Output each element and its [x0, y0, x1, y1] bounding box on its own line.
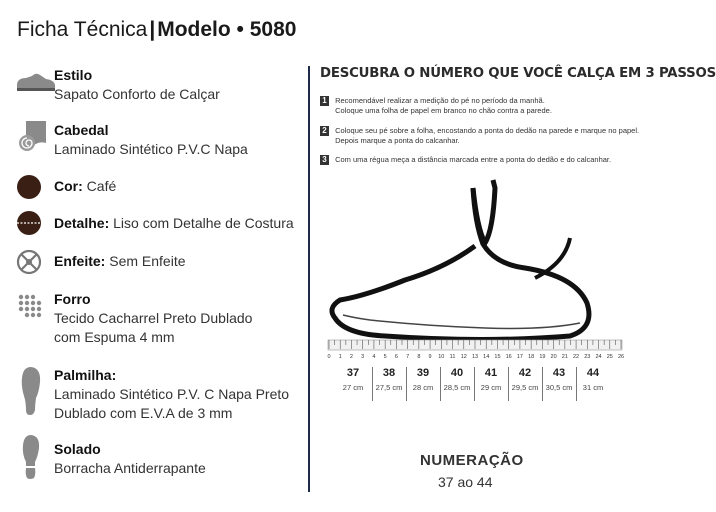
measuring-ruler — [328, 338, 624, 362]
shoe-icon — [16, 66, 50, 100]
guide-title: DESCUBRA O NÚMERO QUE VOCÊ CALÇA EM 3 PASSOS — [320, 66, 716, 81]
feature-value: Laminado Sintético P.V.C Napa — [54, 141, 248, 157]
step-line: Coloque uma folha de papel em branco no chão contra a parede. — [335, 106, 552, 115]
feature-value: Liso com Detalhe de Costura — [113, 215, 294, 231]
ruler-label: 11 — [449, 354, 456, 360]
leather-roll-icon — [16, 119, 50, 153]
ruler-label: 20 — [550, 354, 557, 360]
ruler-label: 9 — [428, 354, 432, 360]
ruler-label: 17 — [516, 354, 523, 360]
title-prefix: Ficha Técnica — [17, 18, 148, 41]
feature-label: Detalhe: — [54, 215, 110, 231]
feature-value: Laminado Sintético P.V. C Napa Preto — [54, 386, 290, 402]
feature-value: Café — [86, 178, 117, 194]
ruler-label: 0 — [327, 354, 331, 360]
feature-value: Sapato Conforto de Calçar — [54, 86, 220, 102]
ruler-label: 26 — [617, 354, 625, 360]
size-column — [576, 365, 610, 395]
step-number: 1 — [320, 96, 329, 106]
numeracao-range: 37 ao 44 — [438, 474, 493, 490]
size-cm: 29,5 cm — [511, 383, 539, 392]
ruler-label: 16 — [505, 354, 512, 360]
size-cm: 27,5 cm — [375, 383, 403, 392]
size-cm: 28,5 cm — [443, 383, 471, 392]
feature-label: Palmilha: — [54, 367, 117, 383]
step-line: Depois marque a ponta do calcanhar. — [335, 136, 460, 145]
size-column — [474, 365, 508, 395]
size-cm: 31 cm — [582, 383, 604, 392]
ruler-label: 22 — [573, 354, 580, 360]
numeracao-label: NUMERAÇÃO — [420, 452, 524, 469]
ruler-label: 23 — [584, 354, 591, 360]
ruler-label: 21 — [561, 354, 568, 360]
feature-label: Cabedal — [54, 122, 109, 138]
size-cm: 30,5 cm — [545, 383, 573, 392]
ruler-label: 7 — [406, 354, 410, 360]
ruler-label: 18 — [528, 354, 535, 360]
step-2 — [320, 126, 639, 146]
lining-icon — [16, 292, 50, 326]
size-number: 42 — [518, 367, 532, 379]
model-name: Modelo • 5080 — [157, 18, 297, 41]
feature-value: Borracha Antiderrapante — [54, 460, 206, 476]
size-number: 38 — [382, 367, 396, 379]
ruler-label: 2 — [349, 354, 353, 360]
size-cm: 29 cm — [480, 383, 502, 392]
ruler-label: 4 — [372, 354, 376, 360]
stitch-detail-icon — [16, 210, 50, 244]
foot-illustration — [325, 168, 615, 343]
feature-value-line2: Dublado com E.V.A de 3 mm — [54, 405, 233, 421]
feature-label: Forro — [54, 291, 91, 307]
feature-value-line2: com Espuma 4 mm — [54, 329, 175, 345]
ruler-label: 5 — [383, 354, 387, 360]
ruler-label: 14 — [483, 354, 490, 360]
size-number: 44 — [586, 367, 600, 379]
size-number: 41 — [484, 367, 498, 379]
size-cm: 27 cm — [342, 383, 364, 392]
ruler-label: 8 — [417, 354, 421, 360]
ruler-label: 13 — [471, 354, 479, 360]
step-number: 3 — [320, 155, 329, 165]
vertical-divider — [308, 66, 310, 492]
page-title — [17, 18, 296, 42]
ruler-label: 3 — [361, 354, 365, 360]
title-separator: | — [149, 18, 156, 41]
ruler-label: 6 — [394, 354, 398, 360]
ruler-label: 19 — [539, 354, 546, 360]
ruler-label: 1 — [338, 354, 342, 360]
step-1 — [320, 96, 552, 116]
ruler-label: 25 — [606, 354, 613, 360]
step-line: Recomendável realizar a medição do pé no período da manhã. — [335, 96, 545, 105]
insole-icon — [16, 366, 50, 400]
size-column — [406, 365, 440, 395]
size-number: 37 — [346, 367, 360, 379]
feature-label: Enfeite: — [54, 253, 106, 269]
size-column — [508, 365, 542, 395]
size-column — [336, 365, 370, 395]
size-number: 43 — [552, 367, 566, 379]
feature-label: Cor: — [54, 178, 83, 194]
feature-value: Sem Enfeite — [109, 253, 186, 269]
color-circle-icon — [16, 174, 50, 208]
ruler-label: 10 — [438, 354, 445, 360]
feature-label: Estilo — [54, 67, 93, 83]
size-column — [542, 365, 576, 395]
size-number: 40 — [450, 367, 464, 379]
no-ornament-icon — [16, 248, 50, 282]
step-line: Coloque seu pé sobre a folha, encostando a ponta do dedão na parede e marque no papel. — [335, 126, 640, 135]
size-table — [320, 365, 610, 405]
feature-label: Solado — [54, 441, 101, 457]
ruler-label: 15 — [494, 354, 501, 360]
sole-icon — [16, 434, 50, 468]
feature-value: Tecido Cacharrel Preto Dublado — [54, 310, 253, 326]
size-column — [440, 365, 474, 395]
step-line: Com uma régua meça a distância marcada entre a ponta do dedão e do calcanhar. — [335, 155, 612, 164]
ruler-label: 12 — [460, 354, 467, 360]
size-number: 39 — [416, 367, 430, 379]
size-cm: 28 cm — [412, 383, 434, 392]
step-number: 2 — [320, 126, 329, 136]
ruler-label: 24 — [595, 354, 602, 360]
step-3 — [320, 155, 611, 165]
size-column — [372, 365, 406, 395]
